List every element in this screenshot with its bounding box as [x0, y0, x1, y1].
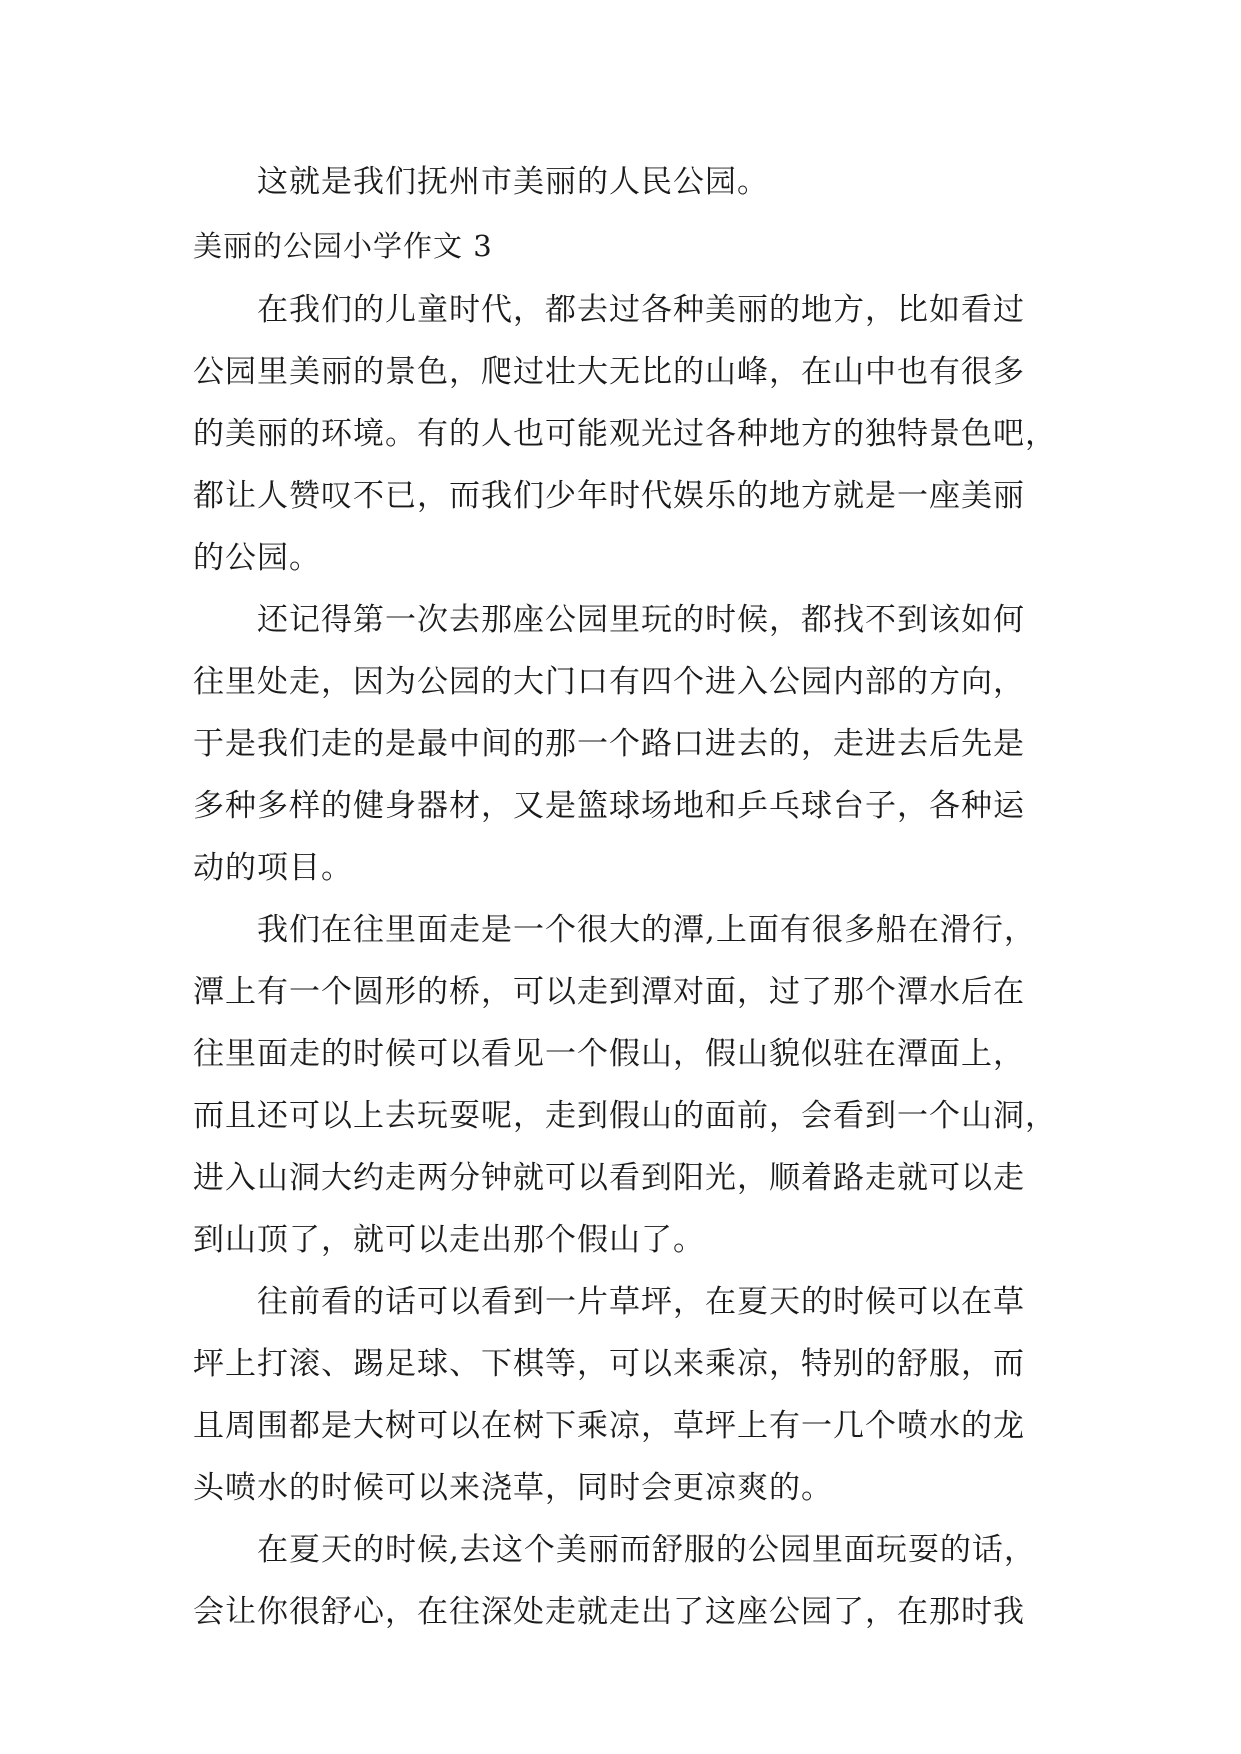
paragraph-3-line-6: 到山顶了，就可以走出那个假山了。 — [193, 1222, 705, 1258]
paragraph-1-line-2: 公园里美丽的景色，爬过壮大无比的山峰，在山中也有很多 — [193, 354, 1025, 390]
paragraph-1-line-3: 的美丽的环境。有的人也可能观光过各种地方的独特景色吧， — [193, 416, 1057, 452]
paragraph-4-line-2: 坪上打滚、踢足球、下棋等，可以来乘凉，特别的舒服，而 — [193, 1346, 1025, 1382]
paragraph-4-line-4: 头喷水的时候可以来浇草，同时会更凉爽的。 — [193, 1470, 833, 1506]
paragraph-3-line-4: 而且还可以上去玩耍呢，走到假山的面前，会看到一个山洞， — [193, 1098, 1057, 1134]
paragraph-5-line-2: 会让你很舒心，在往深处走就走出了这座公园了，在那时我 — [193, 1594, 1025, 1630]
paragraph-3-line-1: 我们在往里面走是一个很大的潭,上面有很多船在滑行， — [257, 912, 1036, 948]
paragraph-2-line-3: 于是我们走的是最中间的那一个路口进去的，走进去后先是 — [193, 726, 1025, 762]
closing-sentence: 这就是我们抚州市美丽的人民公园。 — [257, 164, 769, 200]
paragraph-2-line-2: 往里处走，因为公园的大门口有四个进入公园内部的方向， — [193, 664, 1025, 700]
paragraph-1-line-4: 都让人赞叹不已，而我们少年时代娱乐的地方就是一座美丽 — [193, 478, 1025, 514]
paragraph-2-line-4: 多种多样的健身器材，又是篮球场地和乒乓球台子，各种运 — [193, 788, 1025, 824]
paragraph-3-line-2: 潭上有一个圆形的桥，可以走到潭对面，过了那个潭水后在 — [193, 974, 1025, 1010]
paragraph-2-line-1: 还记得第一次去那座公园里玩的时候，都找不到该如何 — [257, 602, 1025, 638]
paragraph-1-line-1: 在我们的儿童时代，都去过各种美丽的地方，比如看过 — [257, 292, 1025, 328]
paragraph-4-line-1: 往前看的话可以看到一片草坪，在夏天的时候可以在草 — [257, 1284, 1025, 1320]
essay-title: 美丽的公园小学作文 3 — [193, 229, 493, 263]
paragraph-1-line-5: 的公园。 — [193, 540, 321, 576]
paragraph-4-line-3: 且周围都是大树可以在树下乘凉，草坪上有一几个喷水的龙 — [193, 1408, 1025, 1444]
paragraph-3-line-3: 往里面走的时候可以看见一个假山，假山貌似驻在潭面上， — [193, 1036, 1025, 1072]
paragraph-2-line-5: 动的项目。 — [193, 850, 353, 886]
paragraph-3-line-5: 进入山洞大约走两分钟就可以看到阳光，顺着路走就可以走 — [193, 1160, 1025, 1196]
paragraph-5-line-1: 在夏天的时候,去这个美丽而舒服的公园里面玩耍的话， — [257, 1532, 1036, 1568]
